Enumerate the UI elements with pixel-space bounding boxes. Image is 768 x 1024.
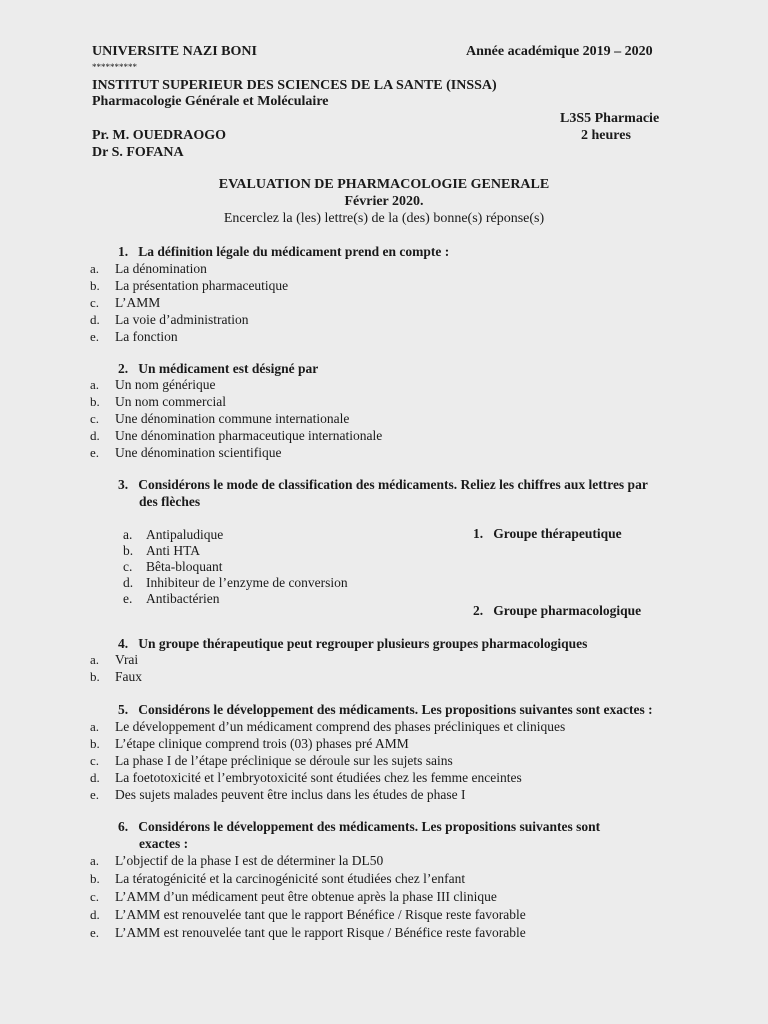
option-letter[interactable]: a. bbox=[90, 719, 100, 734]
option-text: Des sujets malades peuvent être inclus dans les études de phase I bbox=[115, 787, 466, 802]
question-6-line2: exactes : bbox=[139, 836, 189, 851]
option-text: La dénomination bbox=[115, 261, 207, 276]
question-text-line1: Considérons le mode de classification des médicaments. Reliez les chiffres aux lettres par bbox=[138, 477, 648, 492]
professor-1: Pr. M. OUEDRAOGO bbox=[92, 128, 227, 143]
question-text-line1: Considérons le développement des médicaments. Les propositions suivantes sont bbox=[138, 819, 601, 834]
exam-instruction: Encerclez la (les) lettre(s) de la (des) bonne(s) réponse(s) bbox=[223, 211, 545, 226]
question-text: Un médicament est désigné par bbox=[138, 361, 319, 376]
option-text: La présentation pharmaceutique bbox=[115, 278, 289, 293]
option-text: L’AMM bbox=[115, 295, 161, 310]
question-number: 3. bbox=[118, 477, 129, 492]
option-letter[interactable]: b. bbox=[90, 278, 100, 293]
option-text: Un nom générique bbox=[115, 377, 216, 392]
question-6-options bbox=[0, 853, 768, 943]
option-letter[interactable]: e. bbox=[90, 445, 100, 460]
item-letter: e. bbox=[123, 591, 133, 606]
question-number: 2. bbox=[118, 361, 129, 376]
item-text: Anti HTA bbox=[146, 543, 201, 558]
exam-date: Février 2020. bbox=[344, 194, 424, 209]
group-2[interactable] bbox=[473, 603, 641, 619]
item-letter: a. bbox=[123, 527, 133, 542]
item-text: Inhibiteur de l’enzyme de conversion bbox=[146, 575, 348, 590]
question-number: 4. bbox=[118, 636, 129, 651]
option-text: Un nom commercial bbox=[115, 394, 226, 409]
option-text: La tératogénicité et la carcinogénicité sont étudiées chez l’enfant bbox=[115, 871, 466, 886]
question-1-options bbox=[0, 261, 768, 345]
option-text: Une dénomination pharmaceutique internationale bbox=[115, 428, 383, 443]
option-letter[interactable]: d. bbox=[90, 312, 100, 327]
question-number: 6. bbox=[118, 819, 129, 834]
item-letter: c. bbox=[123, 559, 133, 574]
course-level: L3S5 Pharmacie bbox=[560, 111, 660, 126]
option-text: Le développement d’un médicament comprend des phases précliniques et cliniques bbox=[115, 719, 566, 734]
question-3 bbox=[118, 477, 648, 493]
option-text: L’AMM est renouvelée tant que le rapport Bénéfice / Risque reste favorable bbox=[115, 907, 526, 922]
option-letter[interactable]: a. bbox=[90, 261, 100, 276]
option-letter[interactable]: a. bbox=[90, 853, 100, 868]
option-letter[interactable]: c. bbox=[90, 411, 100, 426]
option-text: La phase I de l’étape préclinique se déroule sur les sujets sains bbox=[115, 753, 453, 768]
option-letter[interactable]: c. bbox=[90, 295, 100, 310]
academic-year: Année académique 2019 – 2020 bbox=[466, 44, 653, 59]
group-label: Groupe thérapeutique bbox=[493, 526, 622, 541]
item-text: Antipaludique bbox=[146, 527, 224, 542]
option-text: L’AMM d’un médicament peut être obtenue après la phase III clinique bbox=[115, 889, 497, 904]
option-text: La voie d’administration bbox=[115, 312, 249, 327]
question-6 bbox=[118, 819, 600, 835]
question-4 bbox=[118, 636, 587, 652]
separator-stars: ********** bbox=[92, 62, 137, 72]
group-number: 1. bbox=[473, 526, 484, 541]
item-text: Antibactérien bbox=[146, 591, 220, 606]
professor-2: Dr S. FOFANA bbox=[92, 145, 184, 160]
item-text: Bêta-bloquant bbox=[146, 559, 223, 574]
option-text: Une dénomination commune internationale bbox=[115, 411, 350, 426]
option-letter[interactable]: e. bbox=[90, 787, 100, 802]
option-text: Faux bbox=[115, 669, 142, 684]
question-5 bbox=[118, 702, 653, 718]
option-letter[interactable]: b. bbox=[90, 669, 100, 684]
option-letter[interactable]: d. bbox=[90, 907, 100, 922]
question-text: Considérons le développement des médicaments. Les propositions suivantes sont exactes : bbox=[138, 702, 653, 717]
question-number: 1. bbox=[118, 244, 129, 259]
question-3-items bbox=[0, 527, 450, 611]
question-3-line2: des flèches bbox=[139, 494, 201, 509]
exam-title: EVALUATION DE PHARMACOLOGIE GENERALE bbox=[218, 177, 550, 192]
question-2 bbox=[118, 361, 318, 377]
group-number: 2. bbox=[473, 603, 484, 618]
option-text: Une dénomination scientifique bbox=[115, 445, 282, 460]
option-letter[interactable]: e. bbox=[90, 329, 100, 344]
university-name: UNIVERSITE NAZI BONI bbox=[92, 44, 257, 59]
option-letter[interactable]: b. bbox=[90, 871, 100, 886]
institute-name: INSTITUT SUPERIEUR DES SCIENCES DE LA SANTE (INSSA) bbox=[92, 78, 497, 93]
question-5-options bbox=[0, 719, 768, 803]
question-text: Un groupe thérapeutique peut regrouper plusieurs groupes pharmacologiques bbox=[138, 636, 588, 651]
group-1[interactable] bbox=[473, 526, 622, 542]
exam-duration: 2 heures bbox=[581, 128, 631, 143]
option-letter[interactable]: c. bbox=[90, 889, 100, 904]
option-letter[interactable]: d. bbox=[90, 770, 100, 785]
option-letter[interactable]: a. bbox=[90, 652, 100, 667]
option-letter[interactable]: e. bbox=[90, 925, 100, 940]
option-letter[interactable]: d. bbox=[90, 428, 100, 443]
option-text: La fonction bbox=[115, 329, 178, 344]
option-text: L’AMM est renouvelée tant que le rapport Risque / Bénéfice reste favorable bbox=[115, 925, 526, 940]
option-letter[interactable]: c. bbox=[90, 753, 100, 768]
option-letter[interactable]: b. bbox=[90, 394, 100, 409]
question-text: La définition légale du médicament prend en compte : bbox=[138, 244, 450, 259]
option-text: Vrai bbox=[115, 652, 139, 667]
option-letter[interactable]: a. bbox=[90, 377, 100, 392]
question-2-options bbox=[0, 377, 768, 461]
option-text: L’étape clinique comprend trois (03) phases pré AMM bbox=[115, 736, 409, 751]
group-label: Groupe pharmacologique bbox=[493, 603, 642, 618]
question-number: 5. bbox=[118, 702, 129, 717]
department-name: Pharmacologie Générale et Moléculaire bbox=[92, 94, 329, 109]
option-letter[interactable]: b. bbox=[90, 736, 100, 751]
option-text: La foetotoxicité et l’embryotoxicité sont étudiées chez les femme enceintes bbox=[115, 770, 522, 785]
item-letter: b. bbox=[123, 543, 134, 558]
question-1 bbox=[118, 244, 449, 260]
question-4-options bbox=[0, 652, 768, 686]
item-letter: d. bbox=[123, 575, 134, 590]
option-text: L’objectif de la phase I est de déterminer la DL50 bbox=[115, 853, 384, 868]
